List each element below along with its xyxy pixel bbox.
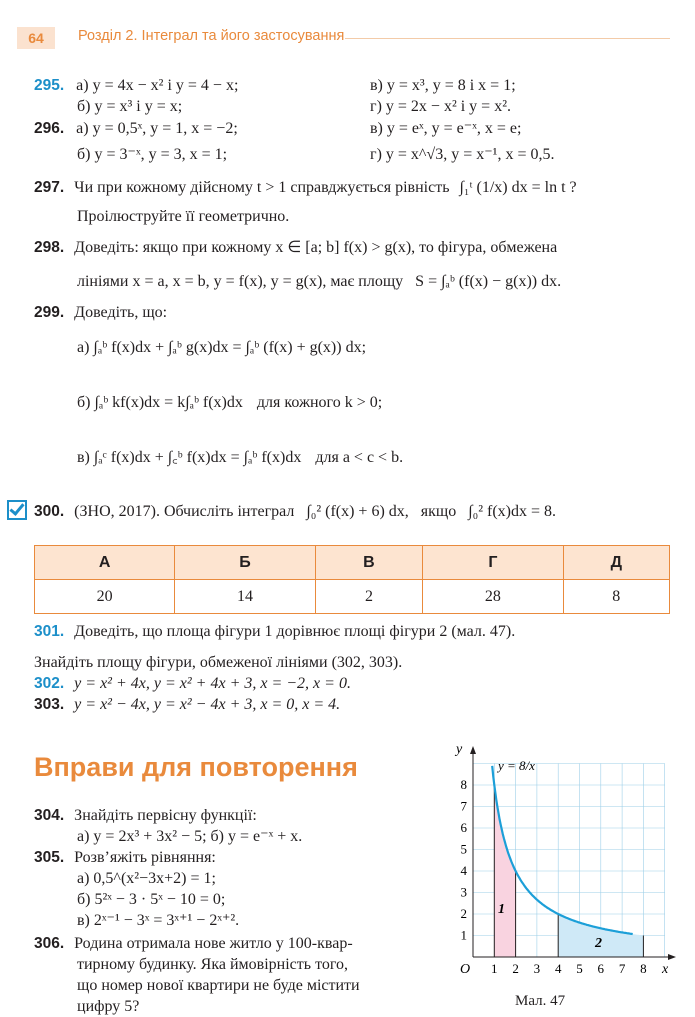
problem-297 bbox=[34, 178, 577, 198]
y-tick-label: 4 bbox=[460, 863, 467, 878]
problem-number: 298. bbox=[34, 239, 65, 256]
problem-text: Родина отримала нове житло у 100-квар- bbox=[74, 935, 353, 952]
problem-number: 304. bbox=[34, 807, 65, 824]
problem-text: Доведіть, що площа фігури 1 дорівнює площі фігури 2 (мал. 47). bbox=[74, 623, 516, 640]
figure-47 bbox=[440, 735, 685, 990]
x-tick-label: 5 bbox=[576, 961, 583, 976]
x-axis-arrow-icon bbox=[668, 954, 676, 960]
problem-text: y = x² − 4x, y = x² − 4x + 3, x = 0, x = 4. bbox=[74, 696, 341, 713]
y-tick-label: 2 bbox=[460, 906, 467, 921]
problem-295-d: г) y = 2x − x² і y = x². bbox=[370, 98, 511, 115]
table-header-cell: Д bbox=[563, 546, 669, 580]
problem-304 bbox=[34, 806, 257, 826]
table-cell: 20 bbox=[35, 580, 175, 614]
y-tick-label: 6 bbox=[460, 820, 467, 835]
problem-text: Знайдіть первісну функції: bbox=[74, 807, 257, 824]
problem-299-b bbox=[77, 393, 382, 413]
problem-text: якщо bbox=[420, 503, 457, 520]
function-label: y = 8/x bbox=[498, 758, 535, 773]
problem-296 bbox=[34, 119, 238, 139]
problem-number: 301. bbox=[34, 623, 65, 640]
problem-296-c: в) y = eˣ, y = e⁻ˣ, x = e; bbox=[370, 120, 522, 137]
problem-296-d: г) y = x^√3, y = x⁻¹, x = 0,5. bbox=[370, 146, 555, 163]
x-tick-label: 6 bbox=[597, 961, 605, 976]
origin-label: O bbox=[460, 962, 471, 977]
problem-number: 295. bbox=[34, 77, 65, 94]
formula: ∫₁ᵗ (1/x) dx = ln t ? bbox=[459, 179, 577, 196]
y-tick-label: 3 bbox=[460, 884, 467, 900]
formula: б) ∫ₐᵇ kf(x)dx = k∫ₐᵇ f(x)dx bbox=[77, 394, 243, 411]
problem-297-line2: Проілюструйте її геометрично. bbox=[77, 208, 290, 225]
problem-text: Доведіть: якщо при кожному x ∈ [a; b] f(x) > g(x), то фігура, обмежена bbox=[74, 239, 558, 256]
problem-299 bbox=[34, 303, 167, 323]
x-tick-labels bbox=[491, 961, 647, 976]
problem-part: а) y = 0,5ˣ, y = 1, x = −2; bbox=[76, 120, 238, 137]
problem-number: 302. bbox=[34, 675, 65, 692]
problem-304-line: а) y = 2x³ + 3x² − 5; б) y = e⁻ˣ + x. bbox=[77, 828, 303, 845]
problem-number: 296. bbox=[34, 120, 65, 137]
x-axis-label: x bbox=[662, 962, 669, 977]
y-tick-label: 1 bbox=[460, 927, 467, 943]
problem-305-c: в) 2ˣ⁻¹ − 3ˣ = 3ˣ⁺¹ − 2ˣ⁺². bbox=[77, 912, 240, 929]
x-tick-label: 8 bbox=[640, 961, 647, 976]
problem-306-l4: цифру 5? bbox=[77, 998, 140, 1015]
problem-298-line2 bbox=[77, 272, 561, 292]
formula: S = ∫ₐᵇ (f(x) − g(x)) dx. bbox=[415, 273, 562, 290]
table-header-cell: Б bbox=[175, 546, 315, 580]
x-tick-label: 2 bbox=[512, 961, 519, 976]
chapter-title: Розділ 2. Інтеграл та його застосування bbox=[78, 28, 345, 44]
table-row bbox=[35, 580, 670, 614]
table-cell: 28 bbox=[423, 580, 563, 614]
problem-299-a: а) ∫ₐᵇ f(x)dx + ∫ₐᵇ g(x)dx = ∫ₐᵇ (f(x) + g(x)) dx; bbox=[77, 339, 367, 356]
problem-text: Розв’яжіть рівняння: bbox=[74, 849, 216, 866]
problem-number: 299. bbox=[34, 304, 65, 321]
x-tick-label: 4 bbox=[554, 961, 562, 976]
problem-306 bbox=[34, 934, 353, 954]
problem-part: а) y = 4x − x² і y = 4 − x; bbox=[76, 77, 239, 94]
region-2-label: 2 bbox=[595, 936, 602, 951]
table-header-cell: В bbox=[315, 546, 423, 580]
problem-305 bbox=[34, 848, 216, 868]
problem-295-b: б) y = x³ і y = x; bbox=[77, 98, 183, 115]
problem-299-c bbox=[77, 448, 403, 468]
table-header-cell: А bbox=[35, 546, 175, 580]
problem-text: y = x² + 4x, y = x² + 4x + 3, x = −2, x = 0. bbox=[74, 675, 351, 692]
problem-number: 305. bbox=[34, 849, 65, 866]
problem-text: лініями x = a, x = b, y = f(x), y = g(x), має площу bbox=[77, 273, 404, 290]
table-cell: 8 bbox=[563, 580, 669, 614]
y-tick-label: 8 bbox=[460, 777, 467, 792]
formula: ∫₀² f(x)dx = 8. bbox=[468, 503, 556, 520]
table-cell: 14 bbox=[175, 580, 315, 614]
table-cell: 2 bbox=[315, 580, 423, 614]
problem-number: 300. bbox=[34, 503, 65, 520]
condition: для a < c < b. bbox=[315, 449, 404, 466]
figure-caption: Мал. 47 bbox=[515, 993, 566, 1009]
problem-302 bbox=[34, 674, 351, 694]
table-header-cell: Г bbox=[423, 546, 563, 580]
problem-301 bbox=[34, 622, 515, 642]
region-1-label: 1 bbox=[498, 902, 505, 917]
answer-table bbox=[34, 545, 670, 614]
problem-number: 303. bbox=[34, 696, 65, 713]
y-axis-label: y bbox=[456, 742, 463, 757]
y-tick-labels bbox=[461, 777, 468, 943]
problem-295 bbox=[34, 76, 238, 96]
checkbox-icon bbox=[7, 500, 27, 520]
formula: в) ∫ₐᶜ f(x)dx + ∫꜀ᵇ f(x)dx = ∫ₐᵇ f(x)dx bbox=[77, 449, 302, 466]
x-tick-label: 3 bbox=[533, 961, 541, 976]
y-axis-arrow-icon bbox=[470, 746, 476, 754]
problem-text: Чи при кожному дійсному t > 1 справджується рівність bbox=[74, 179, 450, 196]
problem-296-b: б) y = 3⁻ˣ, y = 3, x = 1; bbox=[77, 146, 228, 163]
problem-305-b: б) 5²ˣ − 3 · 5ˣ − 10 = 0; bbox=[77, 891, 226, 908]
y-tick-label: 7 bbox=[460, 798, 467, 814]
y-tick-label: 5 bbox=[460, 841, 467, 857]
problem-295-c: в) y = x³, y = 8 і x = 1; bbox=[370, 77, 516, 94]
x-tick-label: 7 bbox=[618, 961, 626, 976]
formula: ∫₀² (f(x) + 6) dx, bbox=[306, 503, 409, 520]
problem-305-a: а) 0,5^(x²−3x+2) = 1; bbox=[77, 870, 216, 887]
problem-300 bbox=[34, 502, 556, 522]
problem-number: 306. bbox=[34, 935, 65, 952]
table-header-row bbox=[35, 546, 670, 580]
page-number: 64 bbox=[17, 27, 55, 49]
header-rule bbox=[345, 38, 670, 39]
problem-number: 297. bbox=[34, 179, 65, 196]
problem-298 bbox=[34, 238, 557, 258]
problem-303 bbox=[34, 695, 340, 715]
problem-text: Доведіть, що: bbox=[74, 304, 168, 321]
condition: для кожного k > 0; bbox=[256, 394, 383, 411]
x-tick-label: 1 bbox=[491, 961, 498, 976]
intro-302-303: Знайдіть площу фігури, обмеженої лініями (302, 303). bbox=[34, 654, 403, 671]
problem-text: (ЗНО, 2017). Обчисліть інтеграл bbox=[74, 503, 295, 520]
problem-306-l3: що номер нової квартири не буде містити bbox=[77, 977, 360, 994]
section-title: Вправи для повторення bbox=[34, 752, 358, 782]
problem-306-l2: тирному будинку. Яка ймовірність того, bbox=[77, 956, 349, 973]
